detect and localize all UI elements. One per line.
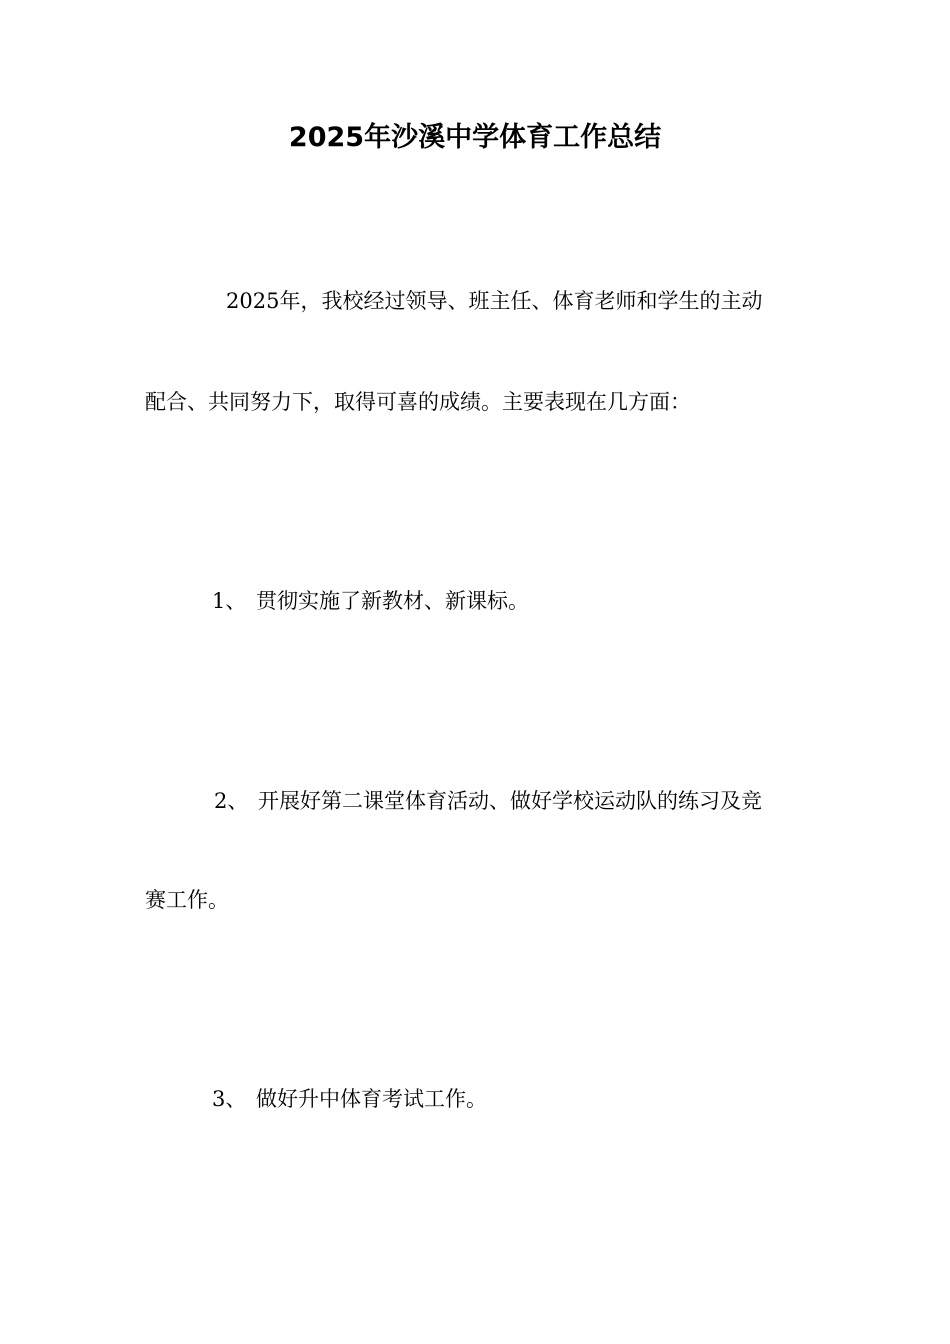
list-item-continuation: 赛工作。 — [145, 888, 229, 912]
list-item-text: 贯彻实施了新教材、新课标。 — [256, 589, 529, 613]
list-item-number: 3、 — [212, 1087, 247, 1111]
intro-line-1: 2025年，我校经过领导、班主任、体育老师和学生的主动 — [226, 289, 763, 313]
list-item-number: 1、 — [212, 589, 247, 613]
list-item — [212, 586, 529, 616]
list-item-number: 2、 — [214, 789, 249, 813]
list-item-text: 开展好第二课堂体育活动、做好学校运动队的练习及竞 — [258, 789, 762, 813]
list-item — [212, 1084, 487, 1114]
list-item — [214, 786, 762, 816]
intro-line-2: 配合、共同努力下，取得可喜的成绩。主要表现在几方面： — [145, 390, 691, 414]
list-item-text: 做好升中体育考试工作。 — [256, 1087, 487, 1111]
document-title: 2025年沙溪中学体育工作总结 — [288, 122, 662, 153]
